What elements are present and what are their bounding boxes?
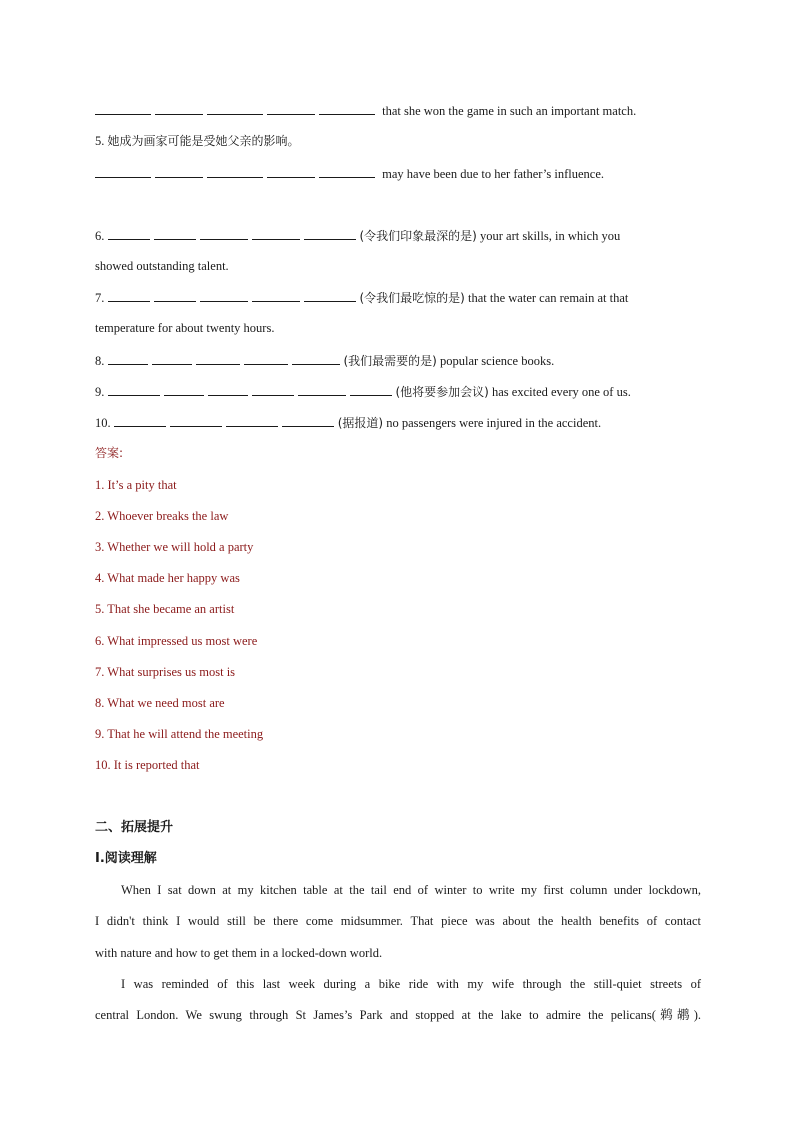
item-8-tail: popular science books. (440, 354, 555, 368)
answer-blank[interactable] (95, 164, 151, 178)
answer-blank[interactable] (108, 226, 150, 240)
answer-blank[interactable] (244, 351, 288, 365)
answer-blank[interactable] (350, 382, 392, 396)
item-6-hint: (令我们印象最深的是) (359, 229, 477, 243)
answer-blank[interactable] (207, 101, 263, 115)
item-6-number: 6. (95, 229, 105, 243)
answer-blank[interactable] (152, 351, 192, 365)
answers-label: 答案: (95, 446, 124, 460)
answer-blank[interactable] (200, 288, 248, 302)
answer-blank[interactable] (282, 413, 334, 427)
item-5-line (95, 164, 701, 183)
answer-item: 3. Whether we will hold a party (95, 540, 254, 554)
answer-blank[interactable] (267, 164, 315, 178)
answer-item: 6. What impressed us most were (95, 634, 258, 648)
item-9-number: 9. (95, 385, 105, 399)
answer-blank[interactable] (292, 351, 340, 365)
item-6-tail: your art skills, in which you (480, 229, 621, 243)
answer-blank[interactable] (304, 288, 356, 302)
answer-blank[interactable] (95, 101, 151, 115)
answer-blank[interactable] (200, 226, 248, 240)
item-8-line (95, 351, 701, 370)
item-7-hint: (令我们最吃惊的是) (359, 291, 465, 305)
item-10-line (95, 413, 701, 432)
reading-paragraph-2-line-1: I was reminded of this last week during a bike ride with my wife through the still-quiet streets of (121, 977, 701, 991)
item-7-cont: temperature for about twenty hours. (95, 321, 275, 335)
item-5-prompt-line (95, 132, 701, 150)
item-9-tail: has excited every one of us. (492, 385, 631, 399)
section-title: 二、拓展提升 (95, 820, 174, 835)
answer-blank[interactable] (108, 382, 160, 396)
answer-item: 8. What we need most are (95, 696, 225, 710)
reading-paragraph-1-line-1: When I sat down at my kitchen table at the tail end of winter to write my first column under lockdown, (121, 883, 701, 897)
answer-blank[interactable] (108, 288, 150, 302)
answer-blank[interactable] (155, 164, 203, 178)
answer-item: 9. That he will attend the meeting (95, 727, 264, 741)
answer-item: 7. What surprises us most is (95, 665, 236, 679)
answer-blank[interactable] (319, 101, 375, 115)
item-4-tail: that she won the game in such an important match. (382, 104, 637, 118)
answer-blank[interactable] (108, 351, 148, 365)
answer-blank[interactable] (207, 164, 263, 178)
answer-blank[interactable] (155, 101, 203, 115)
item-7-tail: that the water can remain at that (468, 291, 629, 305)
item-10-tail: no passengers were injured in the accident. (386, 416, 602, 430)
answer-blank[interactable] (164, 382, 204, 396)
item-6-line (95, 226, 701, 245)
answer-blank[interactable] (170, 413, 222, 427)
answer-item: 4. What made her happy was (95, 571, 240, 585)
answer-blank[interactable] (267, 101, 315, 115)
answer-blank[interactable] (319, 164, 375, 178)
item-6-cont: showed outstanding talent. (95, 259, 229, 273)
item-5-prompt: 她成为画家可能是受她父亲的影响。 (107, 134, 300, 148)
item-4-line (95, 101, 701, 120)
answer-blank[interactable] (226, 413, 278, 427)
item-8-number: 8. (95, 354, 105, 368)
item-9-line (95, 382, 701, 401)
reading-paragraph-1-line-3: with nature and how to get them in a locked-down world. (95, 946, 383, 960)
answer-blank[interactable] (208, 382, 248, 396)
item-7-cont-line (95, 319, 701, 337)
item-5-number: 5. (95, 134, 105, 148)
answer-blank[interactable] (298, 382, 346, 396)
item-7-number: 7. (95, 291, 105, 305)
item-6-cont-line (95, 257, 701, 275)
item-5-tail: may have been due to her father’s influence. (382, 167, 605, 181)
reading-paragraph-2-line-2: central London. We swung through St James’s Park and stopped at the lake to admire the pelicans(鹈鹕). (95, 1008, 701, 1022)
item-10-hint: (据报道) (337, 416, 384, 430)
item-10-number: 10. (95, 416, 111, 430)
answer-item: 1. It’s a pity that (95, 478, 177, 492)
answer-blank[interactable] (154, 288, 196, 302)
answer-item: 10. It is reported that (95, 758, 200, 772)
answer-blank[interactable] (252, 226, 300, 240)
answer-blank[interactable] (196, 351, 240, 365)
answer-blank[interactable] (252, 288, 300, 302)
answer-blank[interactable] (114, 413, 166, 427)
answer-blank[interactable] (304, 226, 356, 240)
item-8-hint: (我们最需要的是) (343, 354, 437, 368)
section-subtitle: I.阅读理解 (95, 851, 157, 866)
answer-blank[interactable] (154, 226, 196, 240)
reading-paragraph-1-line-2: I didn't think I would still be there come midsummer. That piece was about the health benefits of contact (95, 914, 701, 928)
answer-item: 5. That she became an artist (95, 602, 235, 616)
answer-item: 2. Whoever breaks the law (95, 509, 229, 523)
item-7-line (95, 288, 701, 307)
answer-blank[interactable] (252, 382, 294, 396)
item-9-hint: (他将要参加会议) (395, 385, 489, 399)
